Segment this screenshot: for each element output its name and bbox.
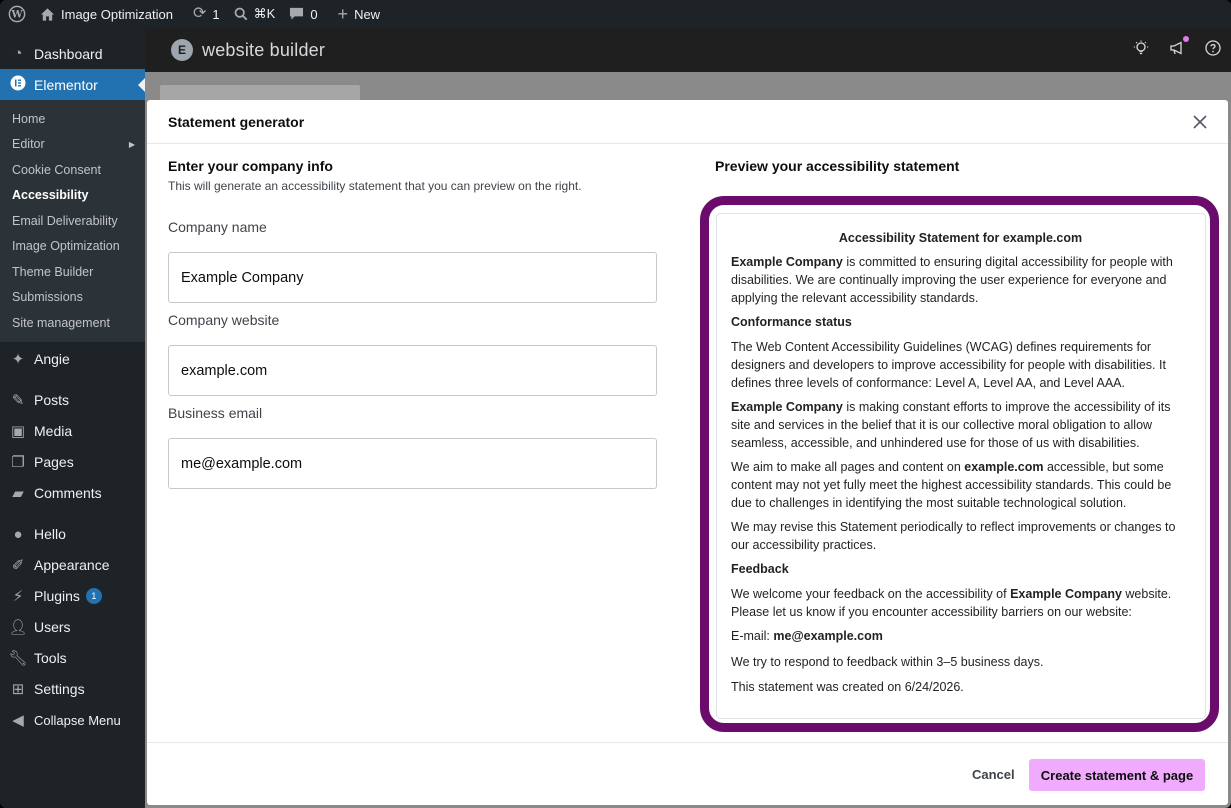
business-email-label: Business email [168, 405, 263, 421]
paragraph-text: accessible, but some content may not yet fully meet the highest accessibility standards. This could be due to challenges in identifying the most suitable technological solution. [731, 460, 1172, 510]
search-button[interactable] [227, 0, 283, 28]
sidebar-item-media[interactable] [0, 416, 145, 447]
pin-icon: ✎ [11, 392, 25, 409]
pages-icon: ❐ [11, 454, 25, 471]
heading-prefix: Accessibility Statement for [838, 231, 1003, 245]
company-name-strong: Example Company [731, 255, 843, 269]
new-label: New [354, 6, 381, 22]
sidebar-item-comments[interactable] [0, 478, 145, 509]
search-shortcut: ⌘K [253, 6, 276, 21]
paragraph-text: is committed to ensuring digital accessibility for people with disabilities. We are continually improving the user experience for everyone and applying the relevant accessibility standards. [731, 255, 1173, 305]
dialog-title: Statement generator [168, 113, 305, 130]
sidebar-item-tools[interactable] [0, 643, 145, 674]
elementor-logo-icon: E [171, 39, 193, 61]
elementor-icon [8, 75, 28, 95]
dialog-header [147, 100, 1228, 144]
home-icon [40, 7, 55, 22]
business-email-input[interactable] [168, 438, 657, 489]
updates-link[interactable] [180, 0, 227, 28]
elementor-top-bar [145, 28, 1231, 72]
megaphone-icon[interactable] [1169, 40, 1185, 60]
submenu-submissions[interactable]: Submissions [12, 290, 83, 305]
comment-icon [289, 7, 304, 21]
comment-icon: ▰ [12, 485, 24, 502]
statement-paragraph [731, 458, 1190, 512]
top-bar-title: website builder [202, 39, 326, 60]
cancel-button[interactable]: Cancel [972, 767, 1015, 782]
company-name-strong: Example Company [1010, 587, 1122, 601]
company-name-label: Company name [168, 219, 267, 235]
collapse-icon: ◀ [12, 712, 24, 729]
sidebar-item-label: Plugins [34, 588, 80, 604]
notification-dot [1183, 36, 1189, 42]
submenu-home[interactable]: Home [12, 111, 46, 126]
submenu-label: Editor [12, 137, 45, 152]
statement-email [731, 627, 1190, 645]
submenu-image-optimization[interactable]: Image Optimization [12, 239, 120, 254]
sidebar-item-label: Posts [34, 392, 70, 408]
email-strong: me@example.com [773, 629, 883, 643]
sidebar-item-users[interactable] [0, 612, 145, 643]
caret-right-icon: ▶ [128, 139, 135, 149]
paragraph-text: We aim to make all pages and content on [731, 460, 965, 474]
refresh-icon: ⟳ [193, 5, 207, 22]
comments-link[interactable] [282, 0, 324, 28]
sidebar-item-plugins[interactable] [0, 581, 145, 612]
email-prefix: E-mail: [731, 629, 774, 643]
paragraph-text: website. Please let us know if you encounter accessibility barriers on our website: [731, 587, 1172, 619]
sidebar-item-angie[interactable] [0, 344, 145, 375]
dialog-footer [147, 742, 1228, 805]
elementor-submenu [0, 100, 145, 342]
company-info-form [168, 158, 658, 489]
brush-icon: ✐ [11, 557, 25, 574]
submenu-editor[interactable] [0, 132, 145, 158]
form-title: Enter your company info [168, 158, 333, 174]
sidebar-item-collapse-menu[interactable] [0, 705, 145, 736]
sidebar-item-hello[interactable] [0, 519, 145, 550]
sidebar-item-dashboard[interactable] [0, 38, 145, 69]
statement-date: This statement was created on 6/24/2026. [731, 680, 964, 694]
submenu-cookie-consent[interactable]: Cookie Consent [12, 162, 101, 177]
statement-paragraph: We may revise this Statement periodically to reflect improvements or changes to our accessibility practices. [731, 520, 1176, 552]
submenu-theme-builder[interactable]: Theme Builder [12, 264, 94, 279]
form-subtitle: This will generate an accessibility statement that you can preview on the right. [168, 179, 582, 193]
sidebar-item-posts[interactable] [0, 385, 145, 416]
plus-icon: + [337, 4, 349, 24]
sidebar-item-label: Media [34, 423, 73, 439]
sparkle-icon: ✦ [11, 351, 25, 368]
preview-title: Preview your accessibility statement [715, 158, 960, 174]
sidebar-item-pages[interactable] [0, 447, 145, 478]
plugins-update-badge: 1 [86, 588, 102, 604]
statement-paragraph: We try to respond to feedback within 3–5 business days. [731, 655, 1044, 669]
website-strong: example.com [964, 460, 1044, 474]
heading-website: example.com [1002, 231, 1083, 245]
paragraph-text: is making constant efforts to improve the accessibility of its site and services in the belief that it is our collective moral obligation to allow seamless, accessible, and unhindered use for those of us with disabilities. [731, 400, 1171, 450]
wrench-icon: 🔧︎ [8, 650, 28, 667]
sidebar-item-label: Pages [34, 454, 74, 470]
sidebar-item-label: Angie [34, 351, 70, 367]
new-content-button[interactable] [325, 0, 388, 28]
sidebar-item-label: Comments [34, 485, 102, 501]
close-icon [1193, 115, 1207, 129]
user-icon: 👤︎ [8, 619, 28, 636]
sidebar-item-label: Dashboard [34, 45, 103, 62]
top-bar-actions [1133, 40, 1221, 60]
company-website-label: Company website [168, 312, 280, 328]
wordpress-logo-button[interactable] [0, 0, 33, 28]
create-statement-button[interactable]: Create statement & page [1029, 759, 1205, 791]
wordpress-icon [8, 5, 26, 23]
plug-icon: ⚡ [12, 588, 24, 605]
statement-generator-dialog [147, 100, 1228, 805]
lightbulb-icon[interactable] [1133, 40, 1149, 60]
sidebar-item-label: Appearance [34, 557, 110, 573]
admin-bar [0, 0, 1231, 28]
statement-paragraph: The Web Content Accessibility Guidelines (WCAG) defines requirements for designers and developers to improve accessibility for people with disabilities. It defines three levels of conformance: Level A, Level AA, and Level AAA. [731, 340, 1166, 390]
sidebar-item-label: Elementor [34, 76, 98, 93]
sidebar-item-label: Settings [34, 681, 85, 697]
preview-highlight [700, 196, 1219, 732]
help-icon[interactable] [1205, 40, 1221, 60]
statement-paragraph [731, 398, 1190, 452]
settings-icon: ⊞ [11, 681, 25, 698]
updates-count: 1 [212, 6, 220, 22]
conformance-heading: Conformance status [731, 315, 852, 329]
sidebar-item-label: Users [34, 619, 71, 635]
company-website-input[interactable] [168, 345, 657, 396]
statement-heading [731, 229, 1190, 247]
admin-sidebar [0, 28, 145, 808]
sidebar-item-appearance[interactable] [0, 550, 145, 581]
comments-count: 0 [310, 6, 318, 22]
search-icon [234, 7, 248, 21]
paragraph-text: We welcome your feedback on the accessibility of [731, 587, 1011, 601]
statement-preview [716, 213, 1206, 719]
sidebar-item-label: Tools [34, 650, 67, 666]
sidebar-item-label: Collapse Menu [34, 712, 121, 728]
submenu-email-deliverability[interactable]: Email Deliverability [12, 213, 118, 228]
sidebar-item-elementor[interactable] [0, 69, 145, 100]
statement-paragraph [731, 585, 1190, 621]
submenu-accessibility[interactable]: Accessibility [12, 188, 89, 203]
feedback-heading: Feedback [731, 562, 789, 576]
svg-text:W: W [11, 9, 23, 21]
site-name: Image Optimization [61, 6, 173, 22]
company-name-input[interactable] [168, 252, 657, 303]
sidebar-item-label: Hello [34, 526, 66, 542]
dashboard-icon: ◔ [13, 45, 23, 62]
statement-paragraph [731, 253, 1190, 307]
company-name-strong: Example Company [731, 400, 843, 414]
sidebar-item-settings[interactable] [0, 674, 145, 705]
hello-icon: ● [13, 525, 23, 543]
close-button[interactable] [1190, 112, 1210, 132]
site-name-link[interactable] [33, 0, 180, 28]
media-icon: ▣ [10, 423, 26, 440]
submenu-site-management[interactable]: Site management [12, 315, 110, 330]
